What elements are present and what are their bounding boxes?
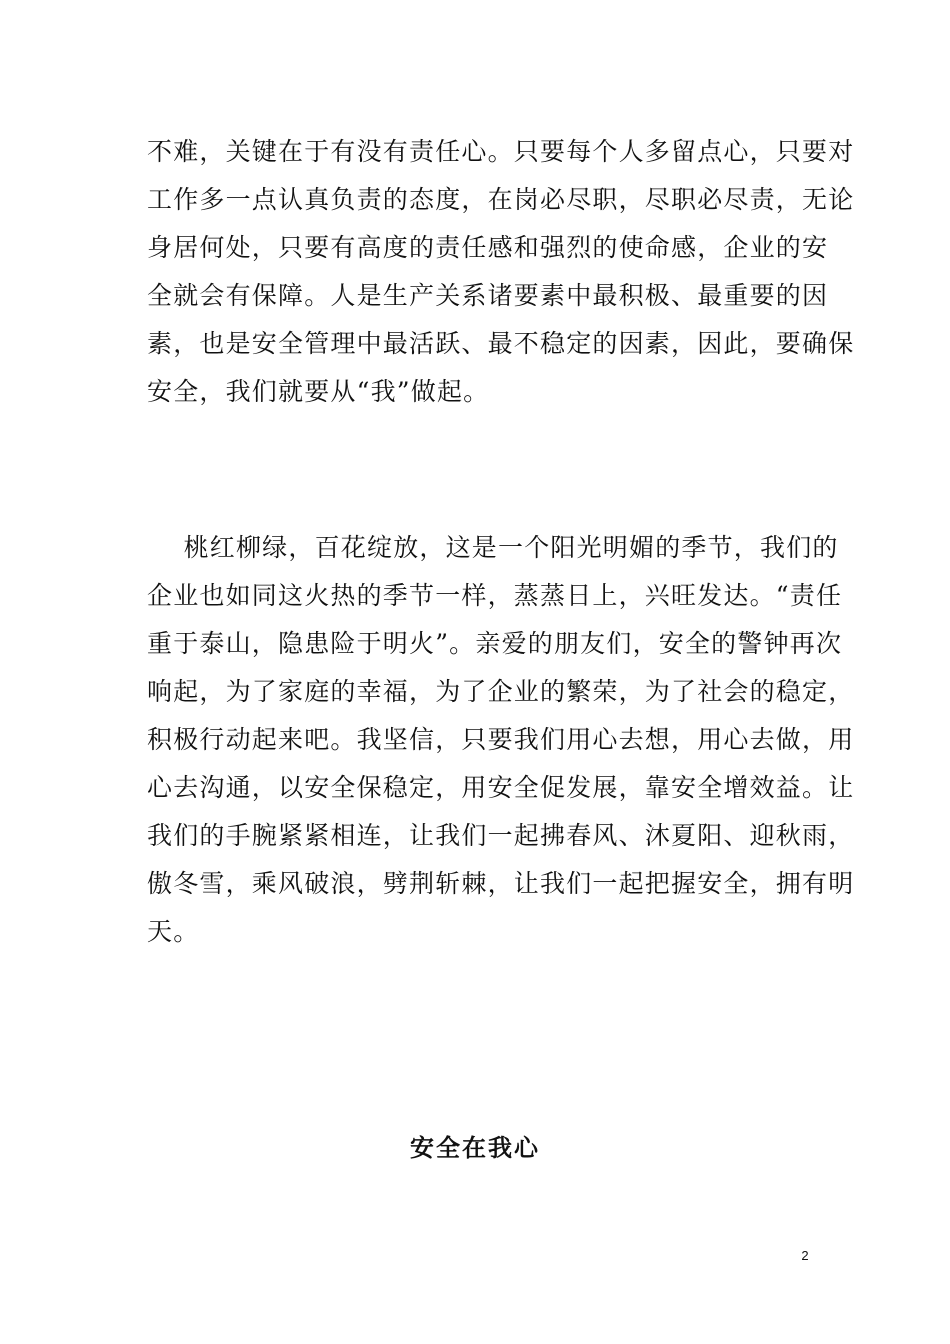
paragraph-line: 我们的手腕紧紧相连，让我们一起拂春风、沐夏阳、迎秋雨， bbox=[147, 821, 855, 850]
paragraph-line: 工作多一点认真负责的态度，在岗必尽职，尽职必尽责，无论 bbox=[147, 185, 855, 214]
paragraph-line: 傲冬雪，乘风破浪，劈荆斩棘，让我们一起把握安全，拥有明 bbox=[147, 869, 855, 898]
paragraph-line: 重于泰山，隐患险于明火”。亲爱的朋友们，安全的警钟再次 bbox=[147, 629, 843, 658]
paragraph-line: 企业也如同这火热的季节一样，蒸蒸日上，兴旺发达。“责任 bbox=[147, 581, 843, 610]
paragraph-line: 积极行动起来吧。我坚信，只要我们用心去想，用心去做，用 bbox=[147, 725, 855, 754]
paragraph-line: 安全，我们就要从“我”做起。 bbox=[147, 377, 490, 406]
paragraph-line: 素，也是安全管理中最活跃、最不稳定的因素，因此，要确保 bbox=[147, 329, 855, 358]
paragraph-line: 全就会有保障。人是生产关系诸要素中最积极、最重要的因 bbox=[147, 281, 829, 310]
page-number: 2 bbox=[801, 1248, 809, 1263]
paragraph-line: 天。 bbox=[147, 917, 200, 946]
section-title: 安全在我心 bbox=[410, 1133, 540, 1162]
paragraph-line: 桃红柳绿，百花绽放，这是一个阳光明媚的季节，我们的 bbox=[147, 533, 839, 562]
paragraph-line: 心去沟通，以安全保稳定，用安全促发展，靠安全增效益。让 bbox=[147, 773, 855, 802]
paragraph-line: 响起，为了家庭的幸福，为了企业的繁荣，为了社会的稳定， bbox=[147, 677, 855, 706]
paragraph-line: 身居何处，只要有高度的责任感和强烈的使命感，企业的安 bbox=[147, 233, 829, 262]
paragraph-line: 不难，关键在于有没有责任心。只要每个人多留点心，只要对 bbox=[147, 137, 855, 166]
